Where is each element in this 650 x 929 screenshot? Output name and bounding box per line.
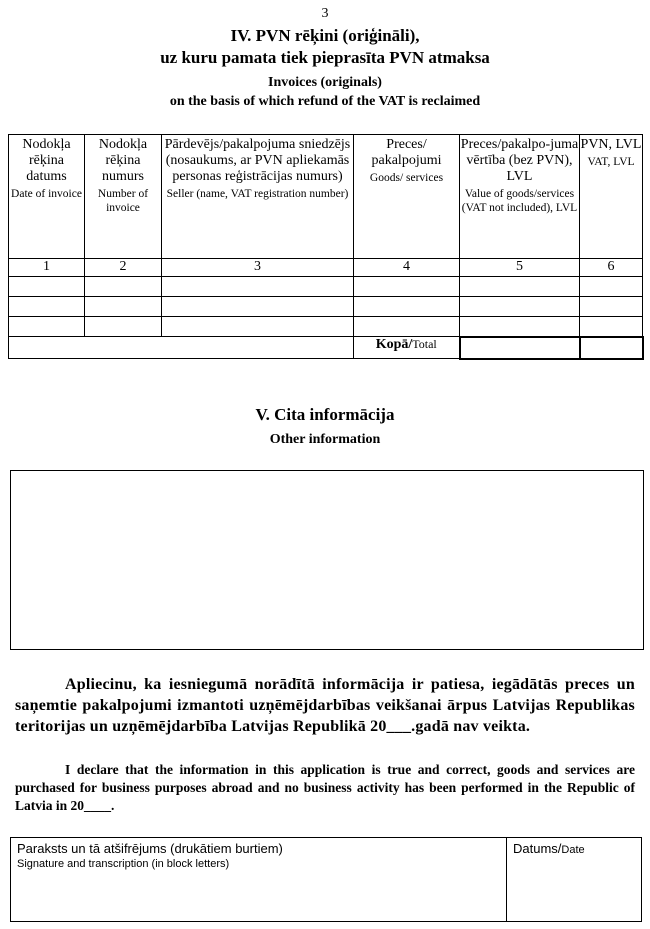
section4-title-line1: IV. PVN rēķini (oriģināli), <box>230 26 420 45</box>
col-invoice-date-header <box>9 135 85 259</box>
section5-subtitle: Other information <box>269 432 381 447</box>
section4-title-line2: uz kuru pamata tiek pieprasīta PVN atmaksa <box>160 48 490 67</box>
col-number-1: 1 <box>9 259 85 277</box>
date-field[interactable] <box>507 838 642 922</box>
total-label <box>354 337 460 359</box>
invoice-header-row <box>9 135 643 259</box>
entry-cell[interactable] <box>162 317 354 337</box>
entry-cell[interactable] <box>460 317 580 337</box>
total-value-cell[interactable] <box>460 337 580 359</box>
signature-table <box>10 837 642 922</box>
entry-cell[interactable] <box>85 317 162 337</box>
entry-cell[interactable] <box>580 297 643 317</box>
signature-label-en: Signature and transcription (in block letters) <box>17 858 230 870</box>
total-row <box>9 337 643 359</box>
col-value-lv: Preces/pakalpo-juma vērtība (bez PVN), LVL <box>460 137 579 184</box>
col-vat-lv: PVN, LVL <box>580 137 642 152</box>
other-information-box[interactable] <box>10 470 644 650</box>
entry-cell[interactable] <box>354 297 460 317</box>
col-vat-en: VAT, LVL <box>587 156 635 168</box>
invoice-entry-row[interactable] <box>9 297 643 317</box>
date-label <box>513 841 635 858</box>
entry-cell[interactable] <box>580 317 643 337</box>
page-number: 3 <box>321 6 329 21</box>
invoice-table <box>8 134 644 360</box>
col-value-header <box>460 135 580 259</box>
col-vat-header <box>580 135 643 259</box>
col-seller-lv: Pārdevējs/pakalpojuma sniedzējs (nosaukums, ar PVN apliekamās personas reģistrācijas numurs) <box>164 137 351 184</box>
col-number-4: 4 <box>354 259 460 277</box>
entry-cell[interactable] <box>354 277 460 297</box>
entry-cell[interactable] <box>85 297 162 317</box>
col-number-5: 5 <box>460 259 580 277</box>
entry-cell[interactable] <box>85 277 162 297</box>
total-label-lv: Kopā/ <box>375 337 413 352</box>
total-label-en: Total <box>412 337 437 351</box>
entry-cell[interactable] <box>162 277 354 297</box>
date-label-lv: Datums/ <box>513 841 562 856</box>
declaration-en: I declare that the information in this application is true and correct, goods and services are purchased for business purposes abroad and no business activity has been performed in the Republic of Latvia in 20____. <box>15 762 635 813</box>
entry-cell[interactable] <box>162 297 354 317</box>
entry-cell[interactable] <box>9 317 85 337</box>
entry-cell[interactable] <box>580 277 643 297</box>
col-invoice-date-lv: Nodokļa rēķina datums <box>22 137 71 184</box>
col-goods-lv: Preces/ pakalpojumi <box>371 137 442 168</box>
entry-cell[interactable] <box>354 317 460 337</box>
col-invoice-date-en: Date of invoice <box>11 188 82 200</box>
col-number-3: 3 <box>162 259 354 277</box>
section4-subtitle-line2: on the basis of which refund of the VAT is reclaimed <box>169 94 481 109</box>
signature-label-lv: Paraksts un tā atšifrējums (drukātiem burtiem) <box>17 841 283 856</box>
section4-subtitle-line1: Invoices (originals) <box>268 75 382 90</box>
signature-field[interactable] <box>11 838 507 922</box>
entry-cell[interactable] <box>460 277 580 297</box>
col-seller-header <box>162 135 354 259</box>
col-invoice-number-en: Number of invoice <box>97 188 149 214</box>
total-vat-cell[interactable] <box>580 337 643 359</box>
entry-cell[interactable] <box>9 297 85 317</box>
invoice-entry-row[interactable] <box>9 317 643 337</box>
col-invoice-number-header <box>85 135 162 259</box>
col-number-2: 2 <box>85 259 162 277</box>
col-goods-en: Goods/ services <box>369 172 444 184</box>
column-number-row <box>9 259 643 277</box>
col-goods-header <box>354 135 460 259</box>
section5-title: V. Cita informācija <box>255 405 395 424</box>
col-number-6: 6 <box>580 259 643 277</box>
col-invoice-number-lv: Nodokļa rēķina numurs <box>98 137 148 184</box>
entry-cell[interactable] <box>460 297 580 317</box>
entry-cell[interactable] <box>9 277 85 297</box>
date-label-en: Date <box>561 844 585 856</box>
col-seller-en: Seller (name, VAT registration number) <box>166 188 349 200</box>
col-value-en: Value of goods/services (VAT not included), LVL <box>461 188 578 214</box>
invoice-entry-row[interactable] <box>9 277 643 297</box>
total-spacer <box>9 337 354 359</box>
declaration-lv: Apliecinu, ka iesniegumā norādītā informācija ir patiesa, iegādātās preces un saņemtie pakalpojumi izmantoti uzņēmējdarbības veikšanai ārpus Latvijas Republikas teritorijas un uzņēmējdarbība Latvijas Republikā 20___.gadā nav veikta. <box>15 676 635 735</box>
